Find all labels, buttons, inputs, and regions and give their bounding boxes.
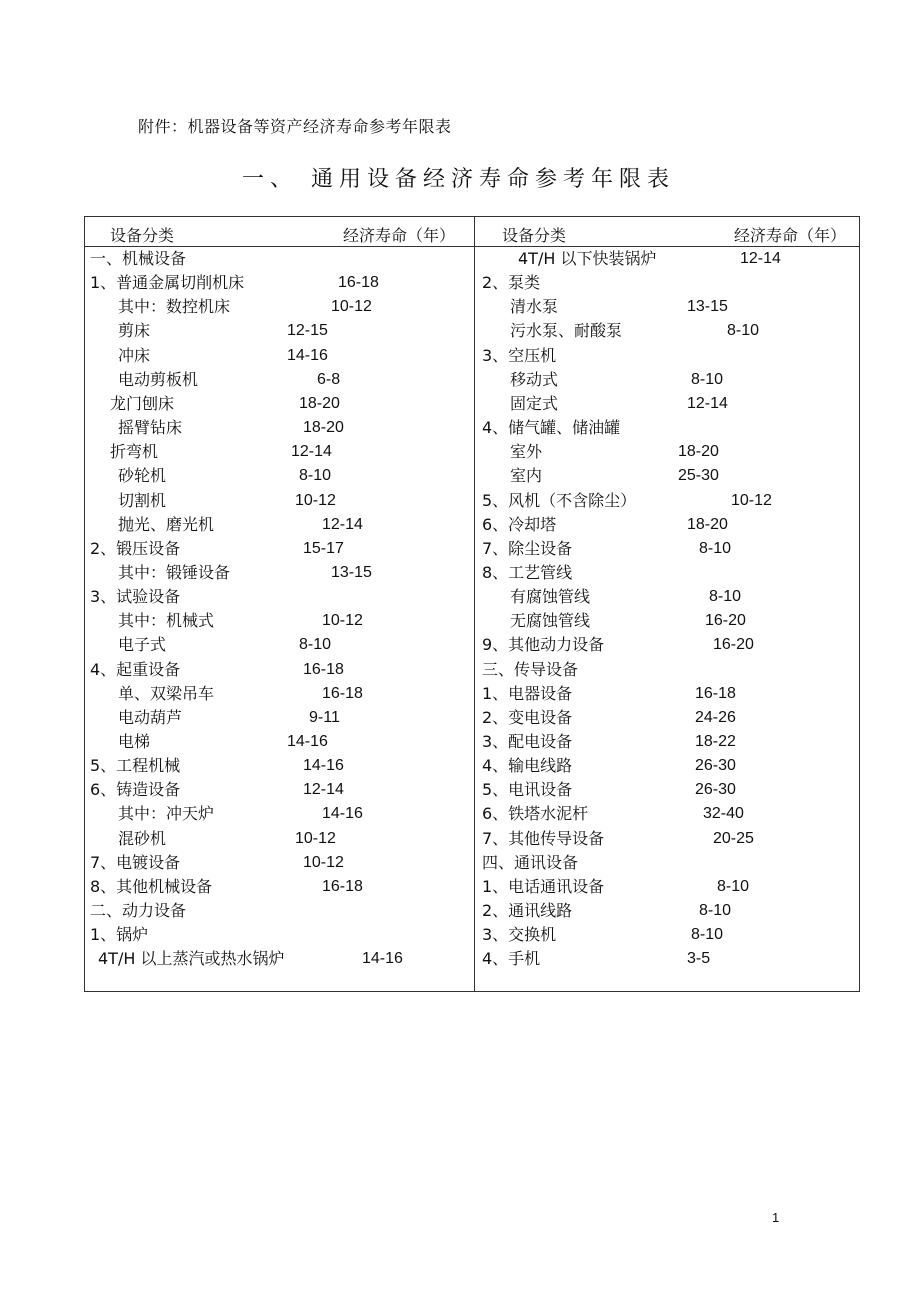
economic-life-value: 25-30 (678, 467, 719, 485)
economic-life-value: 12-14 (291, 443, 332, 461)
economic-life-value: 13-15 (687, 298, 728, 316)
equipment-category: 二、动力设备 (90, 901, 187, 921)
equipment-category: 6、铁塔水泥杆 (482, 804, 589, 824)
equipment-category: 3、空压机 (482, 345, 557, 365)
economic-life-value: 18-20 (687, 515, 728, 533)
equipment-category: 8、其他机械设备 (90, 876, 213, 896)
economic-life-value: 9-11 (309, 708, 340, 726)
equipment-category: 9、其他动力设备 (482, 635, 605, 655)
equipment-category: 5、电讯设备 (482, 780, 573, 800)
equipment-category: 其中：冲天炉 (118, 804, 215, 824)
equipment-category: 移动式 (510, 369, 559, 389)
equipment-category: 2、锻压设备 (90, 538, 181, 558)
equipment-category: 其中：锻锤设备 (118, 562, 231, 582)
equipment-category: 4T/H 以上蒸汽或热水锅炉 (98, 949, 285, 969)
equipment-category: 7、除尘设备 (482, 538, 573, 558)
equipment-category: 有腐蚀管线 (510, 587, 591, 607)
economic-life-value: 18-20 (678, 443, 719, 461)
economic-life-value: 18-20 (303, 419, 344, 437)
page-number: 1 (772, 1210, 780, 1225)
attachment-title: 附件：机器设备等资产经济寿命参考年限表 (138, 117, 452, 136)
right-life-header: 经济寿命（年） (734, 226, 847, 245)
equipment-category: 折弯机 (110, 442, 159, 462)
economic-life-value: 12-15 (287, 322, 328, 340)
economic-life-value: 32-40 (703, 805, 744, 823)
economic-life-value: 12-14 (303, 781, 344, 799)
economic-life-value: 16-18 (695, 684, 736, 702)
equipment-category: 其中：数控机床 (118, 297, 231, 317)
economic-life-value: 10-12 (331, 298, 372, 316)
equipment-category: 4、手机 (482, 949, 541, 969)
economic-life-value: 8-10 (699, 902, 732, 920)
economic-life-value: 6-8 (317, 370, 341, 388)
economic-life-value: 8-10 (691, 926, 724, 944)
equipment-category: 砂轮机 (118, 466, 167, 486)
equipment-category: 室外 (510, 442, 543, 462)
equipment-category: 四、通讯设备 (482, 852, 579, 872)
economic-life-value: 14-16 (287, 733, 328, 750)
economic-life-value: 12-14 (740, 250, 781, 267)
economic-life-value: 16-18 (303, 660, 344, 678)
equipment-category: 单、双梁吊车 (118, 683, 215, 703)
economic-life-value: 18-22 (695, 733, 736, 750)
equipment-category: 7、电镀设备 (90, 852, 181, 872)
economic-life-value: 16-18 (322, 684, 363, 702)
equipment-category: 切割机 (118, 490, 167, 510)
economic-life-value: 10-12 (295, 491, 336, 509)
economic-life-value: 26-30 (695, 781, 736, 799)
equipment-category: 电动剪板机 (118, 369, 199, 389)
equipment-category: 1、电器设备 (482, 683, 573, 703)
equipment-category: 固定式 (510, 393, 559, 413)
economic-life-value: 24-26 (695, 708, 736, 726)
economic-life-value: 14-16 (322, 805, 363, 823)
economic-life-value: 15-17 (303, 539, 344, 557)
equipment-category: 剪床 (118, 321, 151, 341)
economic-life-value: 16-20 (705, 612, 746, 630)
equipment-category: 龙门刨床 (110, 393, 175, 413)
column-divider (474, 216, 475, 992)
economic-life-value: 20-25 (713, 829, 754, 847)
economic-life-value: 14-16 (362, 950, 403, 968)
equipment-category: 7、其他传导设备 (482, 828, 605, 848)
page-title: 一、 通用设备经济寿命参考年限表 (242, 167, 675, 192)
equipment-category: 1、电话通讯设备 (482, 876, 605, 896)
economic-life-value: 8-10 (299, 467, 332, 485)
equipment-category: 6、铸造设备 (90, 780, 181, 800)
equipment-category: 4T/H 以下快装锅炉 (518, 249, 657, 268)
equipment-category: 电动葫芦 (118, 707, 183, 727)
economic-life-value: 10-12 (322, 612, 363, 630)
equipment-category: 其中：机械式 (118, 611, 215, 631)
equipment-category: 室内 (510, 466, 543, 486)
equipment-category: 6、冷却塔 (482, 514, 557, 534)
equipment-category: 3、交换机 (482, 925, 557, 945)
economic-life-value: 10-12 (295, 829, 336, 847)
equipment-category: 3、试验设备 (90, 587, 181, 607)
left-category-header: 设备分类 (110, 226, 175, 245)
equipment-category: 混砂机 (118, 828, 167, 848)
equipment-category: 冲床 (118, 345, 151, 365)
economic-life-value: 10-12 (731, 491, 772, 509)
economic-life-value: 8-10 (709, 588, 742, 606)
economic-life-value: 16-20 (713, 636, 754, 654)
economic-life-value: 8-10 (717, 877, 750, 895)
right-category-header: 设备分类 (502, 226, 567, 245)
equipment-category: 1、锅炉 (90, 925, 149, 945)
economic-life-value: 18-20 (299, 394, 340, 412)
equipment-category: 三、传导设备 (482, 659, 579, 679)
economic-life-value: 14-16 (303, 757, 344, 775)
equipment-category: 污水泵、耐酸泵 (510, 321, 623, 341)
equipment-category: 清水泵 (510, 297, 559, 317)
equipment-category: 8、工艺管线 (482, 562, 573, 582)
equipment-category: 3、配电设备 (482, 732, 573, 751)
equipment-category: 2、变电设备 (482, 707, 573, 727)
equipment-category: 2、泵类 (482, 273, 541, 293)
equipment-category: 摇臂钻床 (118, 418, 183, 438)
economic-life-value: 8-10 (727, 322, 760, 340)
economic-life-value: 10-12 (303, 853, 344, 871)
equipment-category: 5、风机（不含除尘） (482, 490, 637, 510)
equipment-category: 1、普通金属切削机床 (90, 273, 245, 293)
economic-life-value: 8-10 (691, 370, 724, 388)
equipment-category: 4、起重设备 (90, 659, 181, 679)
equipment-category: 无腐蚀管线 (510, 611, 591, 631)
equipment-category: 2、通讯线路 (482, 901, 573, 921)
equipment-category: 4、储气罐、储油罐 (482, 418, 621, 438)
equipment-category: 一、机械设备 (90, 249, 187, 268)
left-life-header: 经济寿命（年） (343, 226, 456, 245)
equipment-category: 电梯 (118, 732, 151, 751)
economic-life-value: 16-18 (322, 877, 363, 895)
economic-life-value: 8-10 (299, 636, 332, 654)
equipment-category: 电子式 (118, 635, 167, 655)
economic-life-value: 12-14 (687, 394, 728, 412)
economic-life-value: 13-15 (331, 563, 372, 581)
equipment-category: 抛光、磨光机 (118, 514, 215, 534)
economic-life-value: 26-30 (695, 757, 736, 775)
economic-life-value: 14-16 (287, 346, 328, 364)
economic-life-value: 12-14 (322, 515, 363, 533)
equipment-category: 4、输电线路 (482, 756, 573, 776)
economic-life-value: 8-10 (699, 539, 732, 557)
economic-life-value: 16-18 (338, 274, 379, 292)
equipment-category: 5、工程机械 (90, 756, 181, 776)
economic-life-value: 3-5 (687, 950, 711, 968)
